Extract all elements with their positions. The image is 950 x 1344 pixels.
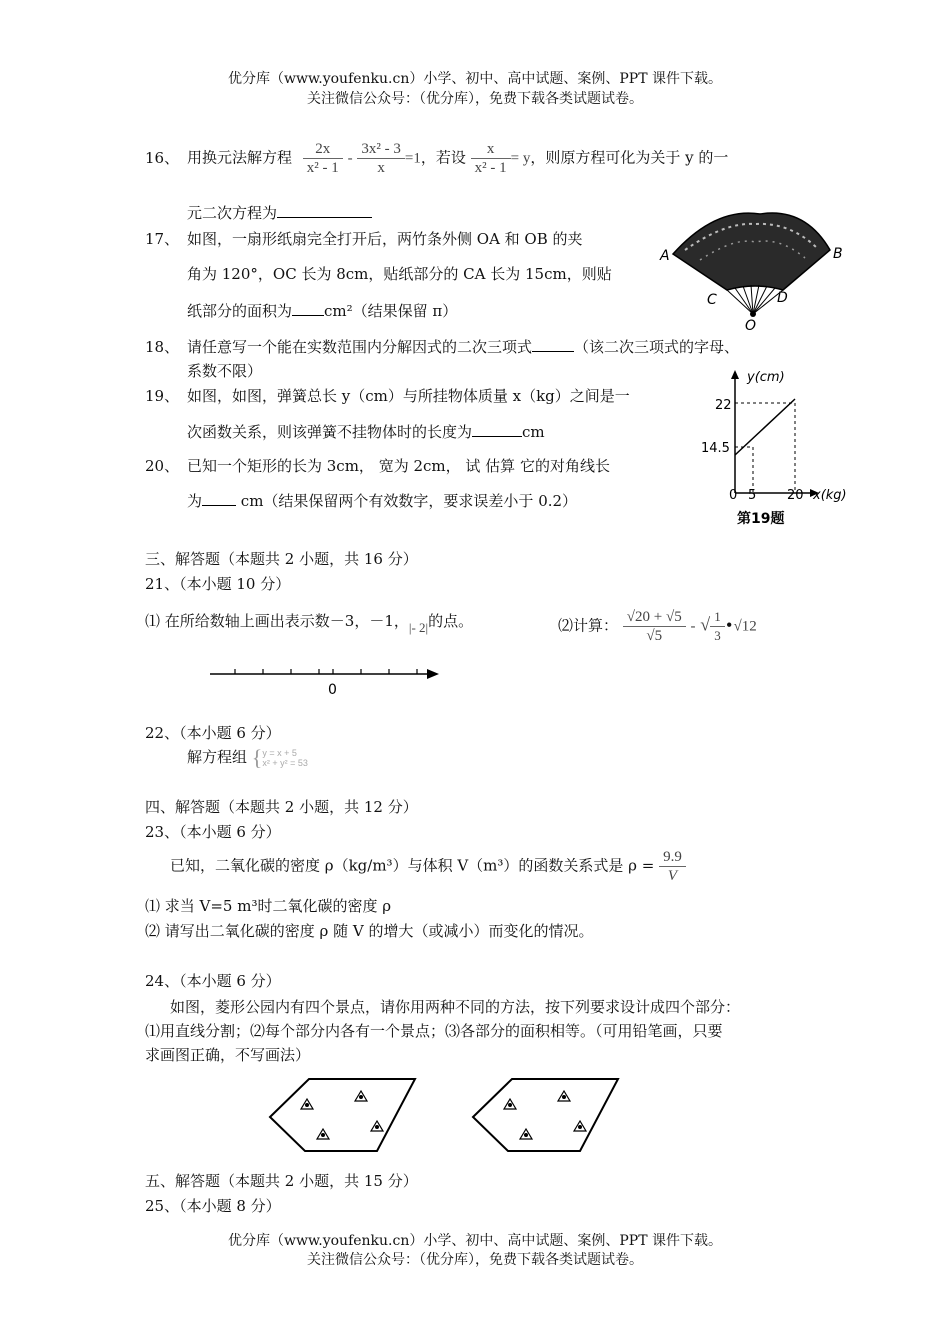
section-3-title: 三、解答题（本题共 2 小题，共 16 分） — [145, 550, 418, 568]
rhombus-figure-2 — [468, 1075, 623, 1155]
rhombus-outline — [473, 1079, 618, 1151]
answer-blank — [202, 491, 236, 506]
fan-figure — [655, 212, 855, 332]
q18-line-1: 18、 请任意写一个能在实数范围内分解因式的二次三项式 （该二次三项式的字母、 — [145, 338, 740, 356]
q20-line-2: 为 cm（结果保留两个有效数字，要求误差小于 0.2） — [187, 492, 578, 510]
q21-expr-fraction: $\frac{√20 + √5}{√5}$ — [623, 608, 686, 645]
answer-blank — [472, 422, 522, 437]
header-line-2: 关注微信公众号：（优分库），免费下载各类试题试卷。 — [307, 91, 643, 107]
number-line — [205, 660, 445, 700]
footer-line-2: 关注微信公众号：（优分库），免费下载各类试题试卷。 — [307, 1252, 643, 1268]
q17-line-1: 17、 如图，一扇形纸扇完全打开后，两竹条外侧 OA 和 OB 的夹 — [145, 230, 583, 248]
q21-sqrt-fraction: $\frac{1}{3}$ — [710, 608, 725, 645]
q17-line-3: 纸部分的面积为 cm²（结果保留 π） — [187, 302, 458, 320]
answer-blank — [277, 203, 372, 218]
q23-part-1: ⑴ 求当 V=5 m³时二氧化碳的密度 ρ — [145, 897, 392, 915]
q22-title: 22、（本小题 6 分） — [145, 724, 281, 742]
graph-ylabel: y(cm) — [747, 370, 785, 385]
q21-title: 21、（本小题 10 分） — [145, 575, 291, 593]
q17-line-2: 角为 120°，OC 长为 8cm，贴纸部分的 CA 长为 15cm，则贴 — [187, 265, 612, 283]
q23-part-2: ⑵ 请写出二氧化碳的密度 ρ 随 V 的增大（或减小）而变化的情况。 — [145, 922, 594, 940]
q16-line-1: 16、 用换元法解方程 $\frac{2x}{\text{x² - 1}}$ - $\frac{\text{3x² - 3}}{x}$ =1，若设 $\frac{x}{\text{x² - 1}}$ = y，则原方程可化为关于 y 的一 — [145, 141, 729, 176]
tick-y-22: 22 — [715, 398, 732, 413]
q24-line-3: 求画图正确，不写画法） — [145, 1046, 311, 1064]
q21-part-1: ⑴ 在所给数轴上画出表示数－3，－1，|- 2|的点。 — [145, 612, 474, 635]
footer-line-1: 优分库（www.youfenku.cn）小学、初中、高中试题、案例、PPT 课件下载。 — [227, 1233, 722, 1249]
label-d: D — [777, 290, 788, 306]
q16-fraction-2: $\frac{\text{3x² - 3}}{x}$ — [357, 140, 405, 177]
scenic-spot-icons — [301, 1091, 383, 1139]
q24-line-1: 如图，菱形公园内有四个景点，请你用两种不同的方法，按下列要求设计成四个部分： — [170, 998, 741, 1016]
graph-xlabel: x(kg) — [813, 488, 847, 503]
q24-line-2: ⑴用直线分割；⑵每个部分内各有一个景点；⑶各部分的面积相等。（可用铅笔画，只要 — [145, 1022, 723, 1040]
rhombus-figure-1 — [265, 1075, 420, 1155]
q25-title: 25、（本小题 8 分） — [145, 1197, 281, 1215]
graph-caption: 第19题 — [737, 511, 785, 527]
label-a: A — [660, 248, 670, 264]
tick-x-5: 5 — [748, 488, 757, 503]
tick-y-14-5: 14.5 — [701, 441, 730, 456]
q19-line-1: 19、 如图，如图，弹簧总长 y（cm）与所挂物体质量 x（kg）之间是一 — [145, 387, 630, 405]
q16-line-2: 元二次方程为 — [187, 202, 372, 223]
function-line — [735, 399, 795, 455]
q19-line-2: 次函数关系，则该弹簧不挂物体时的长度为 cm — [187, 423, 545, 441]
tick-x-20: 20 — [787, 488, 804, 503]
q23-line-1: 已知，二氧化碳的密度 ρ（kg/m³）与体积 V（m³）的函数关系式是 ρ = $\frac{9.9}{V}$ — [170, 848, 686, 885]
spring-graph — [695, 365, 855, 530]
fan-pivot — [750, 311, 756, 317]
fan-ribs — [727, 285, 783, 314]
q21-part-2: ⑵计算： $\frac{√20 + √5}{√5}$ - √ $\frac{1}{3}$ •√12 — [558, 609, 757, 644]
q16-fraction-1: $\frac{2x}{\text{x² - 1}}$ — [303, 140, 343, 177]
number-line-zero: 0 — [328, 682, 337, 698]
q24-title: 24、（本小题 6 分） — [145, 972, 281, 990]
tick-x-0: 0 — [729, 488, 738, 503]
answer-blank — [532, 337, 574, 352]
header-line-1: 优分库（www.youfenku.cn）小学、初中、高中试题、案例、PPT 课件下载。 — [227, 71, 722, 87]
rhombus-outline — [270, 1079, 415, 1151]
answer-blank — [292, 301, 324, 316]
q23-title: 23、（本小题 6 分） — [145, 823, 281, 841]
section-4-title: 四、解答题（本题共 2 小题，共 12 分） — [145, 798, 418, 816]
number-line-arrow — [427, 669, 439, 679]
q16-fraction-3: $\frac{x}{\text{x² - 1}}$ — [471, 140, 511, 177]
y-axis-arrow — [731, 370, 739, 379]
q18-line-2: 系数不限） — [187, 362, 263, 380]
q22-body: 解方程组 { y = x + 5 x² + y² = 53 — [187, 745, 308, 770]
scenic-spot-icons — [504, 1091, 586, 1139]
section-5-title: 五、解答题（本题共 2 小题，共 15 分） — [145, 1172, 418, 1190]
q20-line-1: 20、 已知一个矩形的长为 3cm， 宽为 2cm， 试 估算 它的对角线长 — [145, 457, 610, 475]
label-o: O — [745, 318, 757, 332]
q23-fraction: $\frac{9.9}{V}$ — [659, 848, 686, 885]
label-c: C — [707, 292, 717, 308]
label-b: B — [833, 246, 843, 262]
